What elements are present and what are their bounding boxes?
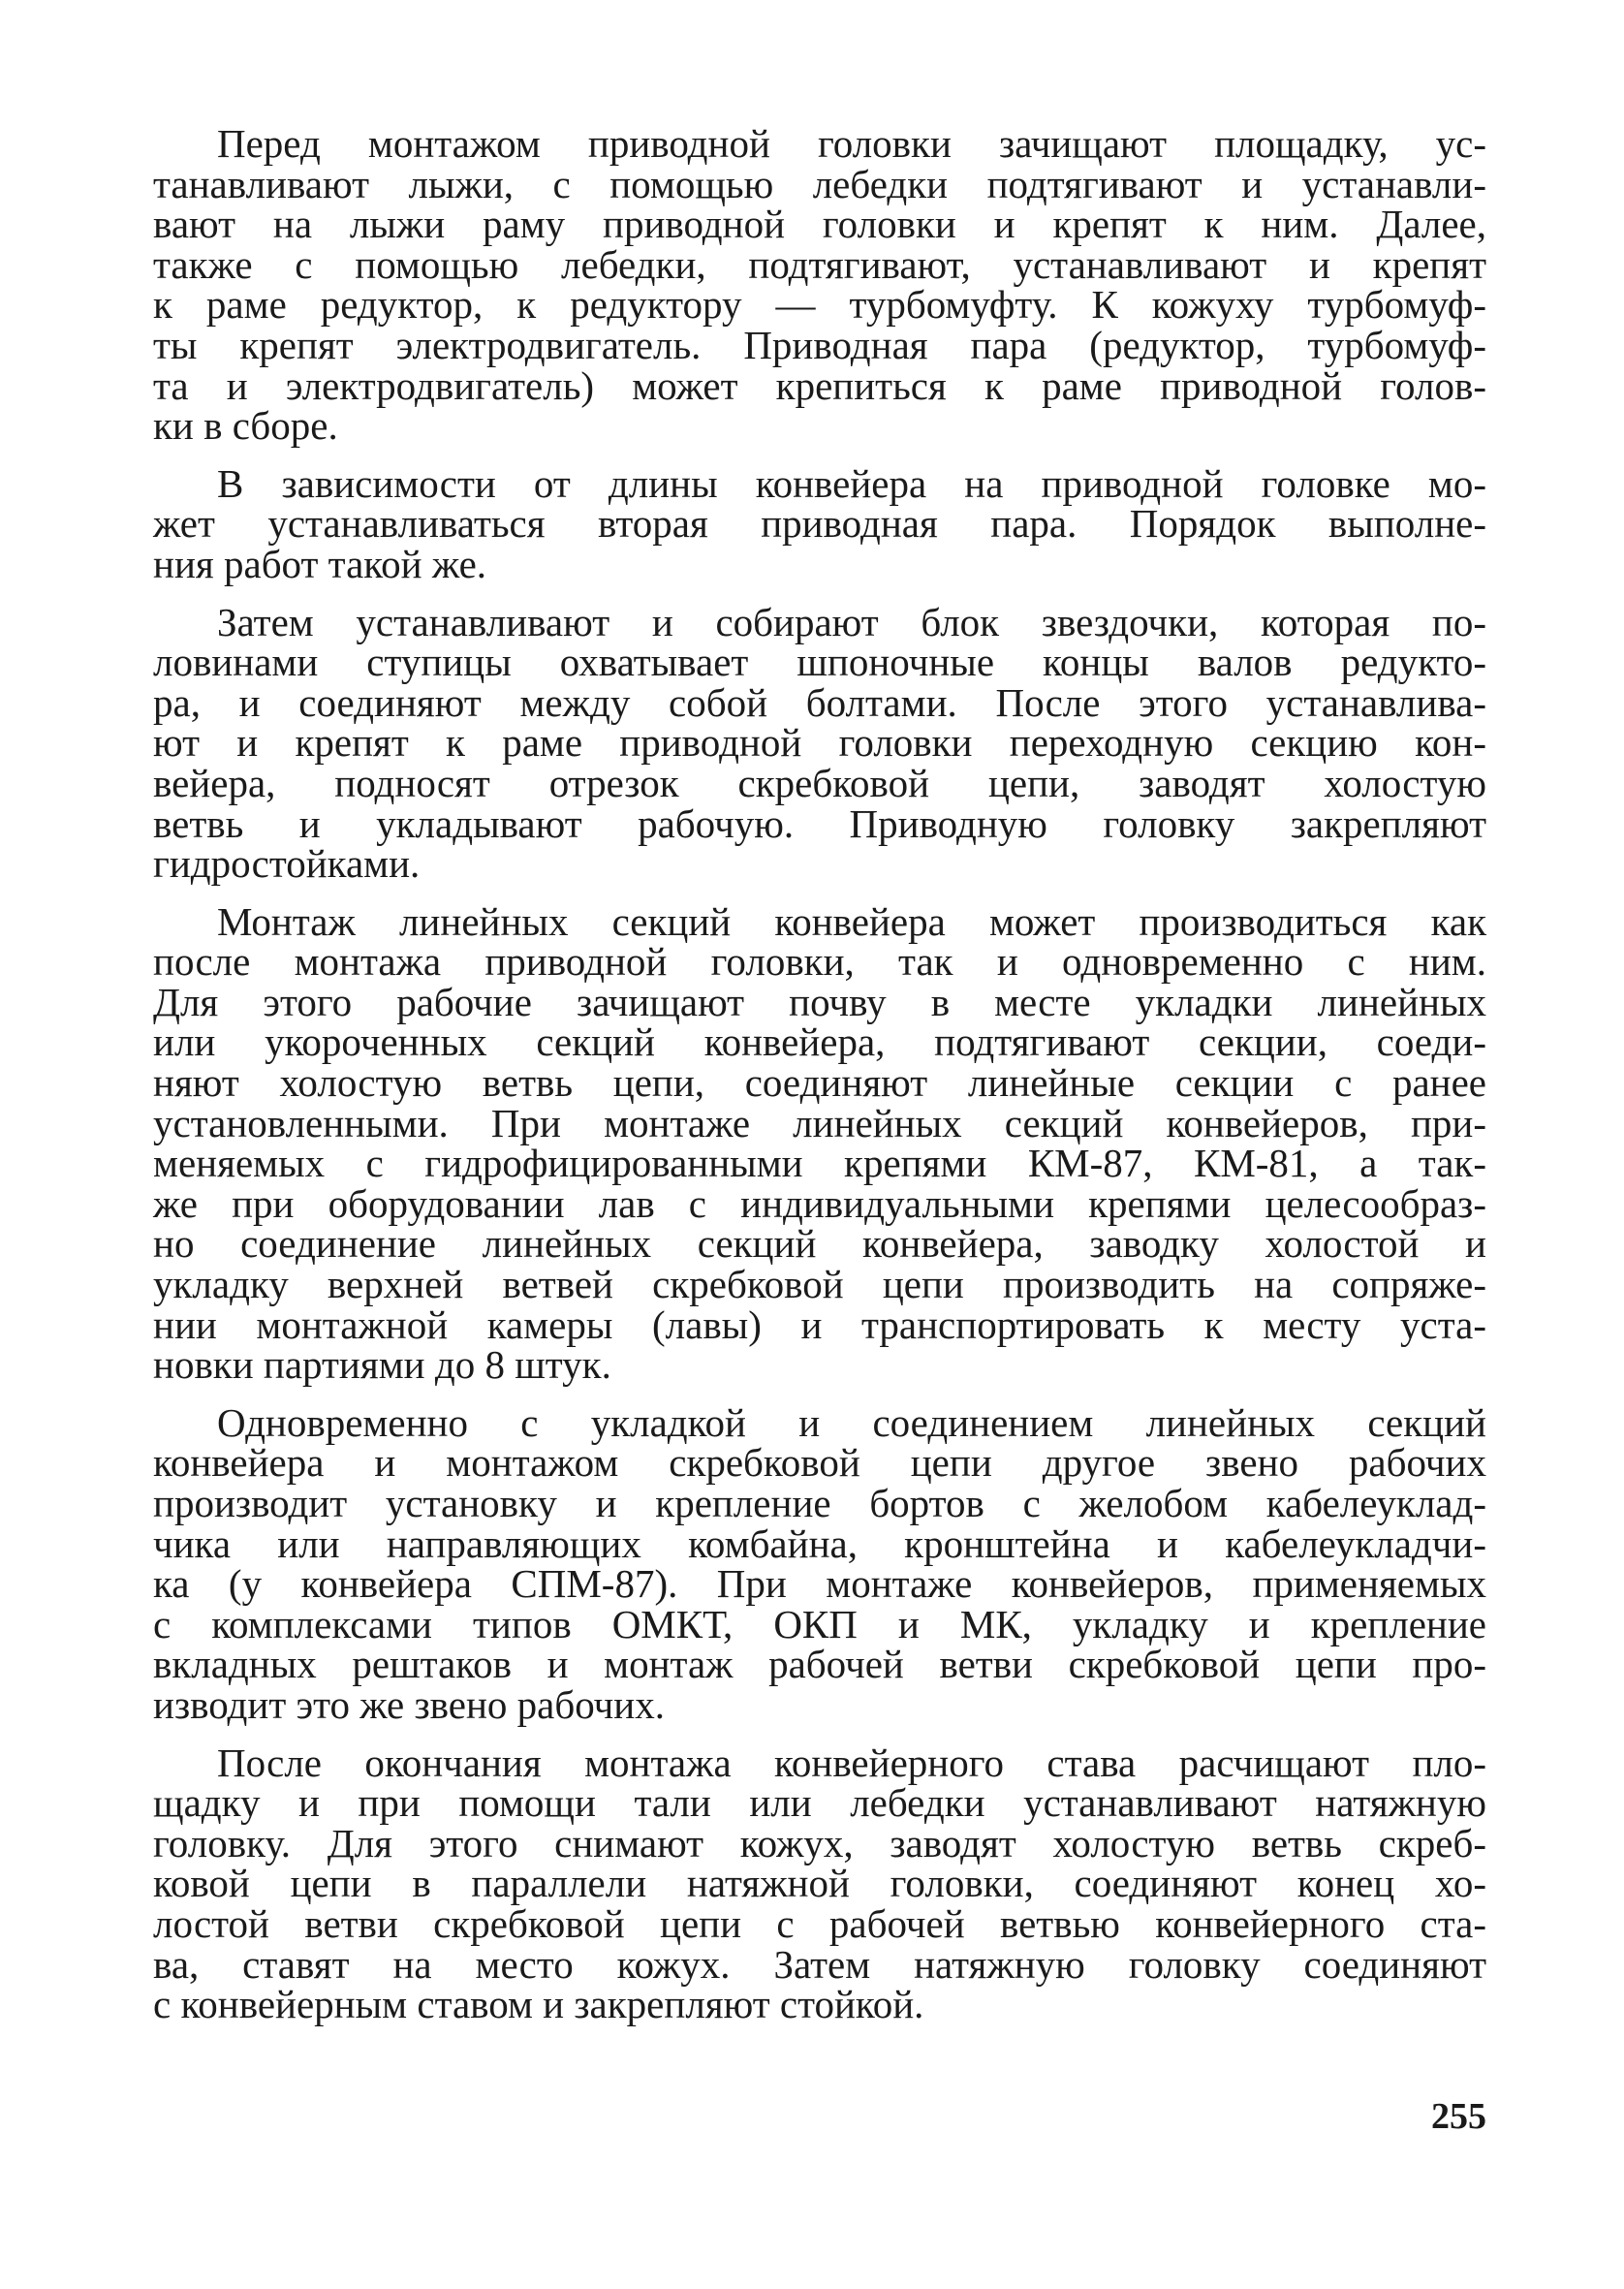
text-line: изводит это же звено рабочих. <box>153 1681 665 1727</box>
page-number: 255 <box>1431 2096 1486 2137</box>
paragraph <box>153 1740 1486 2027</box>
text-line: ветвь и укладывают рабочую. Приводную головку закрепляют <box>153 800 1486 846</box>
text-line: вкладных рештаков и монтаж рабочей ветви скребковой цепи про- <box>153 1642 1486 1687</box>
paragraph <box>153 121 1486 449</box>
page-body-text <box>153 121 1486 2043</box>
paragraph <box>153 599 1486 887</box>
text-line: Одновременно с укладкой и соединением линейных секций <box>217 1399 1486 1445</box>
text-line: Для этого рабочие зачищают почву в месте укладки линейных <box>153 979 1486 1024</box>
text-line: конвейера и монтажом скребковой цепи другое звено рабочих <box>153 1440 1486 1486</box>
text-line: вейера, подносят отрезок скребковой цепи, заводят холостую <box>153 760 1486 805</box>
text-line: жет устанавливаться вторая приводная пара. Порядок выполне- <box>153 501 1486 547</box>
text-line: ка (у конвейера СПМ-87). При монтаже конвейеров, применяемых <box>153 1561 1486 1607</box>
text-line: производит установку и крепление бортов с желобом кабелеуклад- <box>153 1481 1486 1525</box>
text-line: головку. Для этого снимают кожух, заводят холостую ветвь скреб- <box>153 1820 1486 1866</box>
text-line: После окончания монтажа конвейерного става расчищают пло- <box>217 1740 1486 1785</box>
text-line: меняемых с гидрофицированными крепями КМ-87, КМ-81, а так- <box>153 1141 1486 1186</box>
text-line: лостой ветви скребковой цепи с рабочей ветвью конвейерного ста- <box>153 1900 1486 1946</box>
text-line: ния работ такой же. <box>153 541 487 586</box>
text-line: с конвейерным ставом и закрепляют стойкой. <box>153 1982 924 2027</box>
text-line: ва, ставят на место кожух. Затем натяжную головку соединяют <box>153 1941 1486 1987</box>
text-line: ловинами ступицы охватывает шпоночные концы валов редукто- <box>153 640 1486 685</box>
text-line: вают на лыжи раму приводной головки и крепят к ним. Далее, <box>153 202 1486 247</box>
text-line: после монтажа приводной головки, так и одновременно с ним. <box>153 939 1486 985</box>
paragraph <box>153 898 1486 1388</box>
text-line: ют и крепят к раме приводной головки переходную секцию кон- <box>153 720 1486 766</box>
text-line: же при оборудовании лав с индивидуальными крепями целесообраз- <box>153 1180 1486 1226</box>
text-line: ковой цепи в параллели натяжной головки, соединяют конец хо- <box>153 1861 1486 1906</box>
text-line: ра, и соединяют между собой болтами. После этого устанавлива- <box>153 679 1486 725</box>
text-line: к раме редуктор, к редуктору — турбомуфту. К кожуху турбомуф- <box>153 282 1486 328</box>
text-line: с комплексами типов ОМКТ, ОКП и МК, укладку и крепление <box>153 1601 1486 1646</box>
text-line: нии монтажной камеры (лавы) и транспортировать к месту уста- <box>153 1301 1486 1347</box>
text-line: та и электродвигатель) может крепиться к раме приводной голов- <box>153 362 1486 408</box>
text-line: чика или направляющих комбайна, кронштейна и кабелеукладчи- <box>153 1521 1486 1566</box>
text-line: ты крепят электродвигатель. Приводная пара (редуктор, турбомуф- <box>153 322 1486 367</box>
text-line: В зависимости от длины конвейера на приводной головке мо- <box>217 460 1486 506</box>
text-line: но соединение линейных секций конвейера, заводку холостой и <box>153 1221 1486 1267</box>
text-line: няют холостую ветвь цепи, соединяют линейные секции с ранее <box>153 1060 1486 1106</box>
paragraph <box>153 1399 1486 1727</box>
text-line: новки партиями до 8 штук. <box>153 1342 611 1388</box>
text-line: ки в сборе. <box>153 403 338 449</box>
text-line: укладку верхней ветвей скребковой цепи производить на сопряже- <box>153 1262 1486 1307</box>
text-line: Затем устанавливают и собирают блок звездочки, которая по- <box>217 599 1486 644</box>
text-line: Перед монтажом приводной головки зачищают площадку, ус- <box>217 121 1486 166</box>
text-line: танавливают лыжи, с помощью лебедки подтягивают и устанавли- <box>153 161 1486 206</box>
text-line: щадку и при помощи тали или лебедки устанавливают натяжную <box>153 1780 1486 1826</box>
paragraph <box>153 460 1486 586</box>
text-line: установленными. При монтаже линейных секций конвейеров, при- <box>153 1100 1486 1145</box>
text-line: также с помощью лебедки, подтягивают, устанавливают и крепят <box>153 241 1486 287</box>
text-line: или укороченных секций конвейера, подтягивают секции, соеди- <box>153 1019 1486 1065</box>
text-line: гидростойками. <box>153 841 421 887</box>
text-line: Монтаж линейных секций конвейера может производиться как <box>217 898 1486 944</box>
